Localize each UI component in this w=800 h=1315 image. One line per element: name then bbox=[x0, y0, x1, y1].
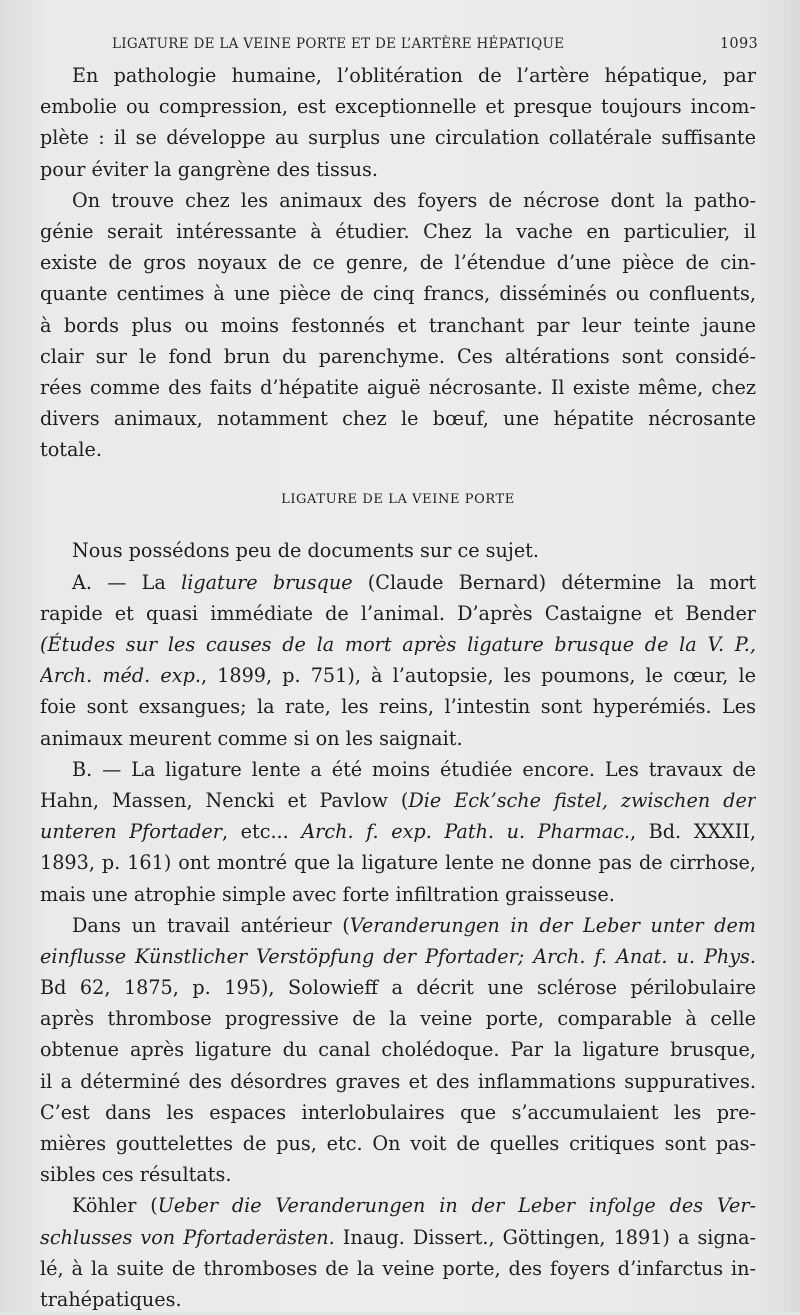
text-line: il a déterminé des désordres graves et des inflammations suppuratives. bbox=[40, 1069, 756, 1093]
text-line bbox=[40, 785, 756, 816]
text-line: foie sont exsangues; la rate, les reins, l’intestin sont hyperémiés. Les bbox=[40, 695, 756, 719]
text-run: . Inaug. Dissert., Göttingen, 1891) a signa- bbox=[328, 1225, 756, 1249]
text-line bbox=[40, 816, 756, 847]
text-line: quante centimes à une pièce de cinq francs, disséminés ou confluents, bbox=[40, 282, 756, 306]
italic-run: Veranderungen in der Leber unter dem bbox=[349, 913, 756, 937]
text-line: obtenue après ligature du canal cholédoque. Par la ligature brusque, bbox=[40, 1038, 756, 1062]
text-line bbox=[40, 567, 756, 598]
italic-run: schlusses von Pfortaderästen bbox=[40, 1225, 329, 1249]
citation-line: (Études sur les causes de la mort après ligature brusque de la V. P., bbox=[40, 633, 756, 656]
text-line: divers animaux, notamment chez le bœuf, une hépatite nécrosante bbox=[40, 407, 756, 431]
italic-run: Arch. méd. exp. bbox=[40, 664, 201, 688]
italic-run: Arch. f. exp. Path. u. Pharmac. bbox=[301, 820, 630, 844]
italic-run: ligature brusque bbox=[181, 570, 353, 594]
text-line: sibles ces résultats. bbox=[40, 1163, 232, 1187]
text-line: 1893, p. 161) ont montré que la ligature lente ne donne pas de cirrhose, bbox=[40, 851, 756, 875]
text-line: animaux meurent comme si on les saignait. bbox=[40, 726, 463, 750]
text-run: , 1899, p. 751), à l’autopsie, les poumons, le cœur, le bbox=[200, 664, 756, 688]
text-line: embolie ou compression, est exceptionnelle et presque toujours incom- bbox=[40, 95, 756, 119]
text-line: mais une atrophie simple avec forte infiltration graisseuse. bbox=[40, 882, 615, 906]
italic-run: unteren Pfortader bbox=[40, 820, 222, 844]
text-line: Bd 62, 1875, p. 195), Solowieff a décrit une sclérose périlobulaire bbox=[40, 976, 756, 1000]
text-line: rapide et quasi immédiate de l’animal. D’après Castaigne et Bender bbox=[40, 601, 756, 625]
citation-line: einflusse Künstlicher Verstöpfung der Pfortader; Arch. f. Anat. u. Phys. bbox=[40, 944, 756, 968]
text-run: , Bd. XXXII, bbox=[630, 820, 756, 844]
text-run: , etc... bbox=[221, 820, 302, 844]
text-run: A. — La bbox=[72, 570, 182, 594]
text-line: existe de gros noyaux de ce genre, de l’étendue d’une pièce de cin- bbox=[40, 251, 756, 275]
text-line: mières gouttelettes de pus, etc. On voit de quelles critiques sont pas- bbox=[40, 1132, 756, 1155]
text-line: On trouve chez les animaux des foyers de nécrose dont la patho- bbox=[72, 188, 756, 212]
text-line: après thrombose progressive de la veine porte, comparable à celle bbox=[40, 1007, 756, 1031]
text-run: Dans un travail antérieur ( bbox=[72, 913, 350, 937]
italic-run: Ueber die Veranderungen in der Leber infolge des Ver- bbox=[157, 1194, 756, 1218]
text-line: à bords plus ou moins festonnés et tranchant par leur teinte jaune bbox=[40, 313, 756, 337]
paragraph-2 bbox=[40, 185, 756, 466]
page-number: 1093 bbox=[719, 36, 758, 52]
text-run: Hahn, Massen, Nencki et Pavlow ( bbox=[40, 788, 409, 812]
text-line: clair sur le fond brun du parenchyme. Ces altérations sont considé- bbox=[40, 344, 756, 368]
text-run: (Claude Bernard) détermine la mort bbox=[352, 570, 756, 594]
text-run: Köhler ( bbox=[72, 1194, 158, 1218]
text-line: plète : il se développe au surplus une circulation collatérale suffisante bbox=[40, 126, 756, 150]
text-line: Nous possédons peu de documents sur ce sujet. bbox=[72, 539, 539, 563]
paragraph-4 bbox=[40, 567, 756, 754]
italic-run: Die Eck’sche fistel, zwischen der bbox=[408, 788, 756, 812]
text-line: génie serait intéressante à étudier. Chez la vache en particulier, il bbox=[40, 219, 756, 243]
text-line bbox=[40, 910, 756, 941]
text-line bbox=[40, 1190, 756, 1221]
paragraph-3 bbox=[40, 535, 756, 566]
text-line: B. — La ligature lente a été moins étudiée encore. Les travaux de bbox=[72, 757, 756, 781]
text-line: En pathologie humaine, l’oblitération de l’artère hépatique, par bbox=[72, 64, 756, 87]
text-line bbox=[40, 660, 756, 691]
paragraph-5 bbox=[40, 754, 756, 910]
text-line: lé, à la suite de thromboses de la veine porte, des foyers d’infarctus in- bbox=[40, 1256, 756, 1280]
text-line: totale. bbox=[40, 438, 103, 462]
paragraph-6 bbox=[40, 910, 756, 1191]
running-head bbox=[112, 34, 758, 56]
body-text bbox=[40, 60, 756, 1315]
text-line: pour éviter la gangrène des tissus. bbox=[40, 157, 378, 181]
text-line: C’est dans les espaces interlobulaires que s’accumulaient les pre- bbox=[40, 1100, 756, 1124]
text-line bbox=[40, 1222, 756, 1253]
text-line: rées comme des faits d’hépatite aiguë nécrosante. Il existe même, chez bbox=[40, 375, 756, 399]
paragraph-7 bbox=[40, 1190, 756, 1315]
text-line: trahépatiques. bbox=[40, 1287, 182, 1311]
running-head-title: LIGATURE DE LA VEINE PORTE ET DE L’ARTÈRE HÉPATIQUE bbox=[112, 36, 565, 52]
paragraph-1 bbox=[40, 60, 756, 185]
section-heading: LIGATURE DE LA VEINE PORTE bbox=[281, 492, 515, 508]
